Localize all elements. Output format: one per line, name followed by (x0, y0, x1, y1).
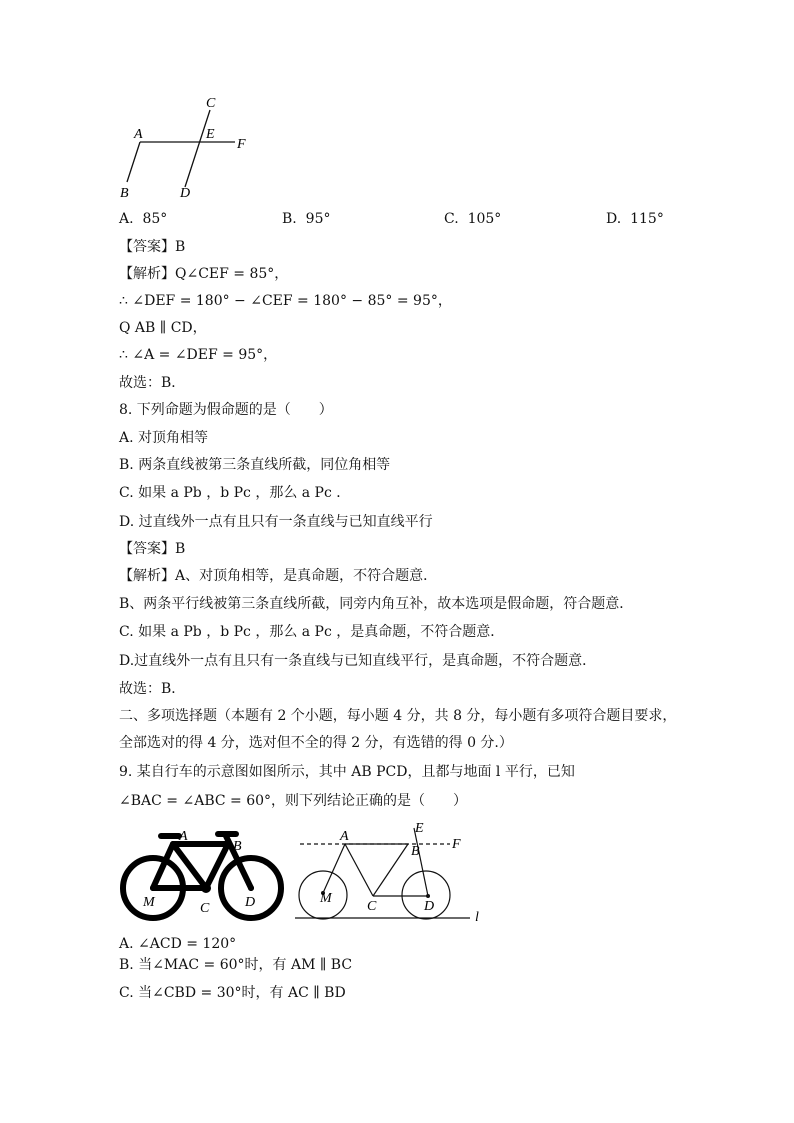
diag-label-e: E (415, 821, 424, 836)
q9-option-a: A. ∠ACD = 120° (119, 936, 237, 952)
q9-stem-2: ∠BAC = ∠ABC = 60°，则下列结论正确的是（ ） (119, 793, 468, 809)
diag-label-b: B (411, 844, 420, 859)
diag-label-l: l (475, 910, 479, 925)
seat-tube (173, 844, 206, 888)
section2-heading-2: 全部选对的得 4 分，选对但不全的得 2 分，有选错的得 0 分.） (119, 735, 513, 751)
q8-analysis-1: 【解析】A、对顶角相等，是真命题，不符合题意． (119, 568, 438, 584)
bike-label-b: B (233, 839, 242, 854)
label-d: D (180, 186, 191, 201)
q8-answer: 【答案】B (119, 541, 186, 557)
segment-eb-d (414, 828, 428, 896)
segment-ac (345, 844, 373, 896)
segment-am (323, 844, 345, 893)
q7-analysis-4: ∴ ∠A = ∠DEF = 95°， (119, 347, 278, 363)
q7-analysis-3: Q AB ∥ CD， (119, 320, 207, 336)
diag-label-c: C (367, 899, 377, 914)
label-a: A (134, 127, 143, 142)
q7-answer: 【答案】B (119, 239, 186, 255)
q8-option-a: A. 对顶角相等 (119, 430, 209, 446)
q7-option-d: D. 115° (606, 211, 664, 227)
bike-label-c: C (200, 901, 210, 916)
q8-analysis-3: C. 如果 a Pb ，b Pc ，那么 a Pc ，是真命题，不符合题意． (119, 624, 505, 640)
label-b: B (120, 186, 129, 201)
q8-option-d: D. 过直线外一点有且只有一条直线与已知直线平行 (119, 514, 433, 530)
q8-analysis-4: D.过直线外一点有且只有一条直线与已知直线平行，是真命题，不符合题意． (119, 653, 597, 669)
q8-stem: 8. 下列命题为假命题的是（ ） (119, 402, 333, 418)
q8-analysis-2: B、两条平行线被第三条直线所截，同旁内角互补，故本选项是假命题，符合题意． (119, 596, 634, 612)
line-ab (127, 142, 140, 182)
diag-label-m: M (320, 891, 332, 906)
diag-label-a: A (340, 829, 349, 844)
parallel-lines-figure (110, 92, 260, 202)
q7-analysis-5: 故选：B． (119, 375, 186, 391)
bicycle-figure (118, 826, 288, 926)
label-e: E (206, 127, 215, 142)
section2-heading-1: 二、多项选择题（本题有 2 个小题，每小题 4 分，共 8 分，每小题有多项符合题目要求， (119, 708, 677, 724)
q8-option-c: C. 如果 a Pb ，b Pc ，那么 a Pc ． (119, 485, 351, 501)
q9-option-c: C. 当∠CBD = 30°时，有 AC ∥ BD (119, 985, 346, 1001)
label-f: F (237, 137, 246, 152)
diag-label-f: F (452, 837, 461, 852)
q7-option-b: B. 95° (282, 211, 331, 227)
q9-option-b: B. 当∠MAC = 60°时，有 AM ∥ BC (119, 957, 353, 973)
bike-label-d: D (245, 895, 256, 910)
q8-analysis-5: 故选：B． (119, 681, 186, 697)
q7-option-a: A. 85° (119, 211, 168, 227)
bike-label-a: A (179, 829, 188, 844)
diag-label-d: D (424, 899, 435, 914)
bike-label-m: M (143, 895, 155, 910)
q9-stem-1: 9. 某自行车的示意图如图所示，其中 AB PCD，且都与地面 l 平行，已知 (119, 764, 575, 780)
q7-analysis-2: ∴ ∠DEF = 180° − ∠CEF = 180° − 85° = 95°， (119, 293, 452, 309)
label-c: C (206, 96, 216, 111)
bicycle-diagram (290, 818, 490, 928)
q7-option-c: C. 105° (444, 211, 502, 227)
q8-option-b: B. 两条直线被第三条直线所截，同位角相等 (119, 457, 391, 473)
q7-analysis-1: 【解析】Q∠CEF = 85°， (119, 266, 289, 282)
line-cd (185, 110, 210, 187)
